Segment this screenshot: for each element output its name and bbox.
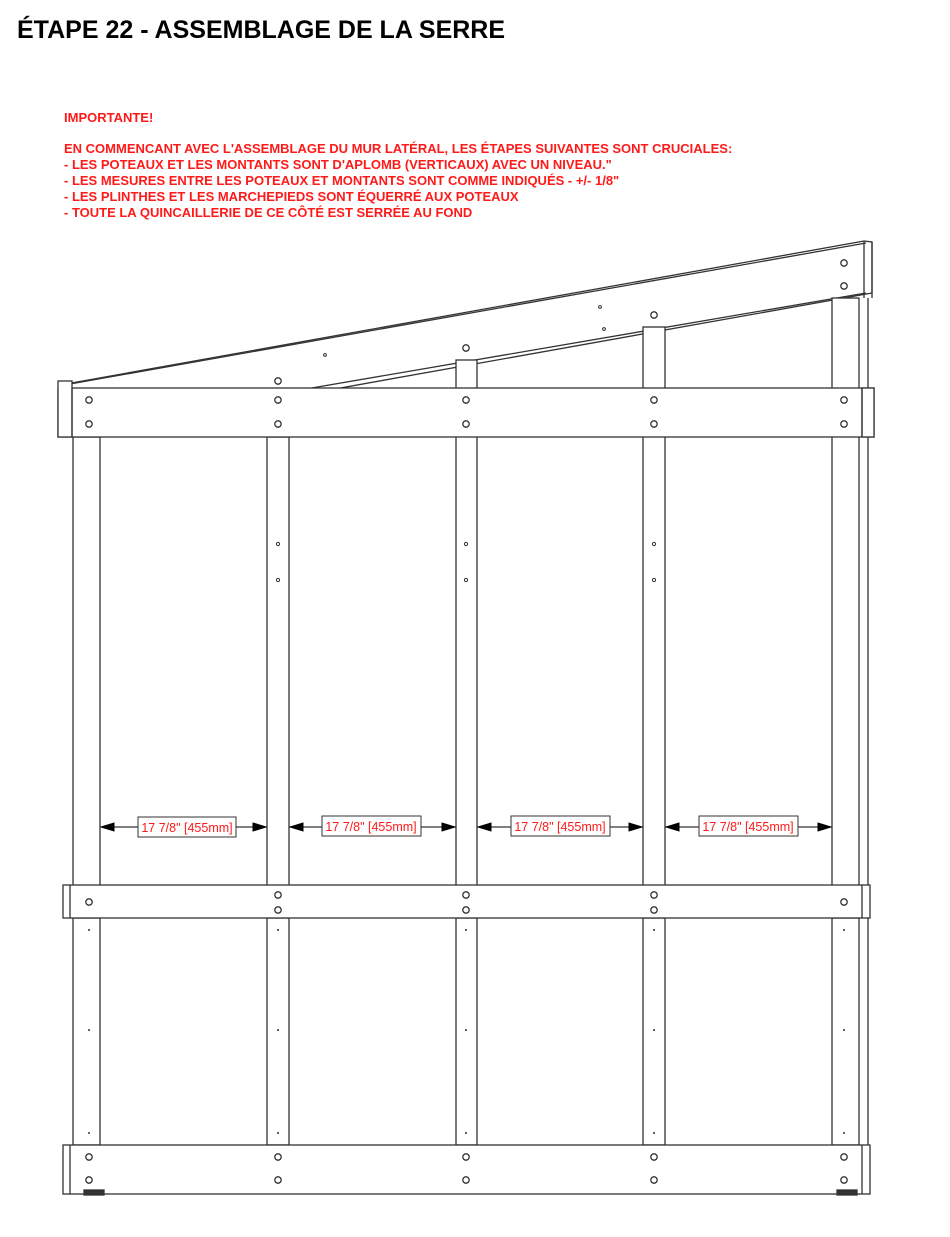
lower-posts	[73, 918, 859, 1145]
dimension-label: 17 7/8" [455mm]	[702, 820, 794, 834]
dimension-label: 17 7/8" [455mm]	[514, 820, 606, 834]
dimension-1	[101, 817, 266, 837]
dimension-label: 17 7/8" [455mm]	[141, 821, 233, 835]
note-line: - LES PLINTHES ET LES MARCHEPIEDS SONT ÉQUERRÉ AUX POTEAUX	[64, 189, 519, 204]
page-title: ÉTAPE 22 - ASSEMBLAGE DE LA SERRE	[17, 16, 506, 44]
notes-heading: IMPORTANTE!	[64, 110, 154, 125]
dimension-2	[290, 816, 455, 836]
note-line: - LES MESURES ENTRE LES POTEAUX ET MONTANTS SONT COMME INDIQUÉS - +/- 1/8"	[64, 173, 620, 188]
dimension-3	[478, 816, 642, 836]
dimension-label: 17 7/8" [455mm]	[325, 820, 417, 834]
note-line: - LES POTEAUX ET LES MONTANTS SONT D'APLOMB (VERTICAUX) AVEC UN NIVEAU."	[64, 157, 612, 172]
bottom-plinth	[63, 1145, 870, 1195]
top-plate	[58, 381, 874, 437]
note-line: - TOUTE LA QUINCAILLERIE DE CE CÔTÉ EST SERRÉE AU FOND	[64, 205, 473, 220]
dimension-4	[666, 816, 831, 836]
note-line: EN COMMENCANT AVEC L'ASSEMBLAGE DU MUR LATÉRAL, LES ÉTAPES SUIVANTES SONT CRUCIALES:	[64, 141, 733, 156]
